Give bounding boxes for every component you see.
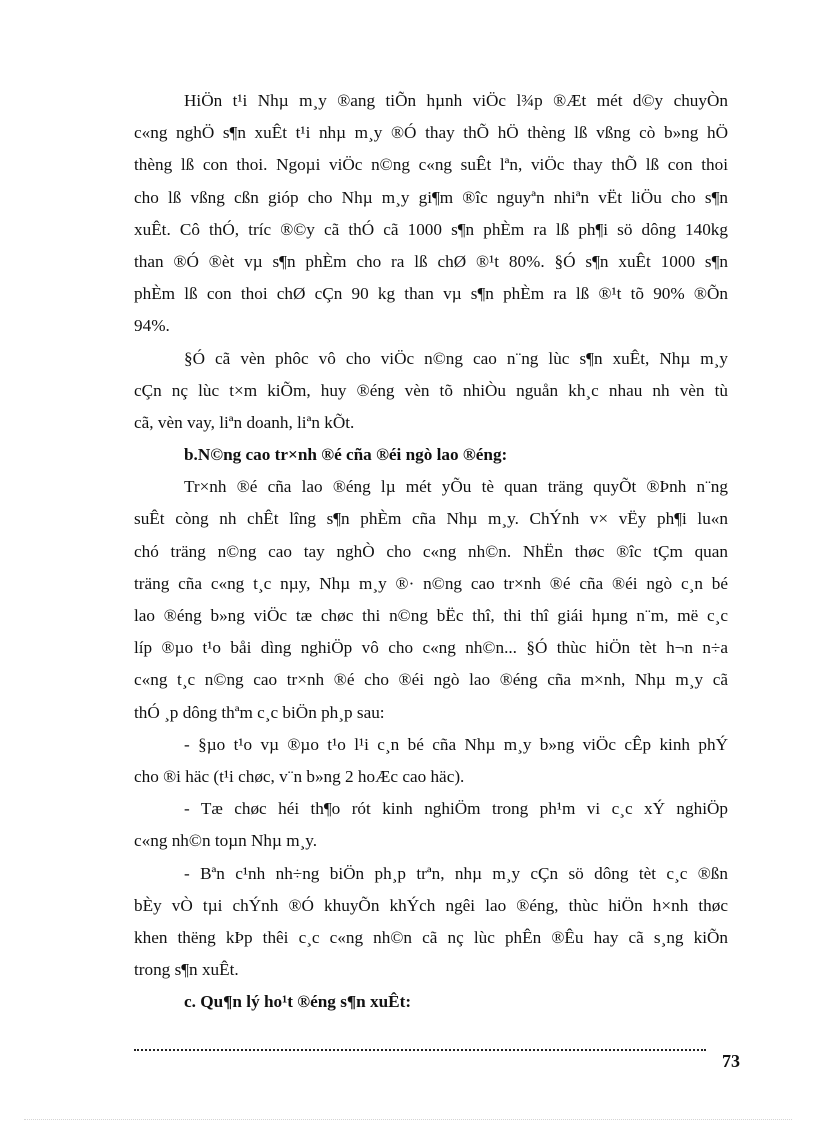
paragraph-line: cho lß vßng cßn gióp cho Nhµ m¸y gi¶m ®îc nguyªn nhiªn vËt liÖu cho s¶n: [134, 187, 728, 207]
list-item: - §µo t¹o vµ ®µo t¹o l¹i c¸n bé cña Nhµ m¸y b»ng viÖc cÊp kinh phÝ: [184, 734, 728, 754]
paragraph-line: cÇn nç lùc t×m kiÕm, huy ®éng vèn tõ nhiÒu nguån kh¸c nhau nh vèn tù: [134, 380, 728, 400]
paragraph-line: §Ó cã vèn phôc vô cho viÖc n©ng cao n¨ng lùc s¶n xuÊt, Nhµ m¸y: [184, 348, 728, 368]
paragraph-line: c«ng t¸c n©ng cao tr×nh ®é cho ®éi ngò lao ®éng cña m×nh, Nhµ m¸y cã: [134, 670, 728, 690]
body-text: [134, 85, 728, 1018]
paragraph-line: chó träng n©ng cao tay nghÒ cho c«ng nh©n. NhËn thøc ®îc tÇm quan: [134, 541, 728, 561]
paragraph-line: khen thëng kÞp thêi c¸c c«ng nh©n cã nç lùc phÊn ®Êu hay cã s¸ng kiÕn: [134, 927, 728, 947]
paragraph-line: 94%.: [134, 316, 170, 336]
list-item: - Bªn c¹nh nh÷ng biÖn ph¸p trªn, nhµ m¸y cÇn sö dông tèt c¸c ®ßn: [184, 863, 728, 883]
paragraph-line: phÈm lß con thoi chØ cÇn 90 kg than vµ s¶n phÈm ra lß ®¹t tõ 90% ®Õn: [134, 284, 728, 304]
paragraph-line: träng cña c«ng t¸c nµy, Nhµ m¸y ®· n©ng cao tr×nh ®é cña ®éi ngò c¸n bé: [134, 573, 728, 593]
paragraph-line: c«ng nh©n toµn Nhµ m¸y.: [134, 831, 318, 851]
page-number: 73: [722, 1051, 740, 1071]
paragraph-line: líp ®µo t¹o båi dìng nghiÖp vô cho c«ng nh©n... §Ó thùc hiÖn tèt h¬n n÷a: [134, 638, 728, 658]
paragraph-line: cho ®i häc (t¹i chøc, v¨n b»ng 2 hoÆc cao häc).: [134, 766, 465, 786]
paragraph-line: thèng lß con thoi. Ngoµi viÖc n©ng c«ng suÊt lªn, viÖc thay thÕ lß con thoi: [134, 155, 728, 175]
section-heading: c. Qu¶n lý ho¹t ®éng s¶n xuÊt:: [184, 992, 412, 1012]
paragraph-line: Tr×nh ®é cña lao ®éng lµ mét yÕu tè quan träng quyÕt ®Þnh n¨ng: [184, 477, 728, 497]
section-heading: b.N©ng cao tr×nh ®é cña ®éi ngò lao ®éng:: [184, 445, 508, 465]
paragraph-line: trong s¶n xuÊt.: [134, 960, 239, 980]
page-bottom-border: [24, 1119, 792, 1120]
paragraph-line: bÈy vÒ tµi chÝnh ®Ó khuyÕn khÝch ngêi lao ®éng, thùc hiÖn h×nh thøc: [134, 895, 728, 915]
paragraph-line: thÓ ¸p dông thªm c¸c biÖn ph¸p sau:: [134, 702, 385, 722]
list-item: - Tæ chøc héi th¶o rót kinh nghiÖm trong ph¹m vi c¸c xÝ nghiÖp: [184, 799, 728, 819]
paragraph-line: lao ®éng b»ng viÖc tæ chøc thi n©ng bËc thî, thi thî giái hµng n¨m, më c¸c: [134, 606, 728, 625]
paragraph-line: c«ng nghÖ s¶n xuÊt t¹i nhµ m¸y ®Ó thay thÕ hÖ thèng lß vßng cò b»ng hÖ: [134, 123, 728, 143]
paragraph-line: xuÊt. Cô thÓ, tríc ®©y cã thÓ cã 1000 s¶n phÈm ra lß ph¶i sö dông 140kg: [134, 219, 728, 239]
footer-divider: [134, 1049, 706, 1051]
paragraph-line: suÊt còng nh chÊt lîng s¶n phÈm cña Nhµ m¸y. ChÝnh v× vËy ph¶i lu«n: [134, 509, 728, 529]
paragraph-line: cã, vèn vay, liªn doanh, liªn kÕt.: [134, 412, 355, 432]
paragraph-line: than ®Ó ®èt vµ s¶n phÈm cho ra lß chØ ®¹t 80%. §Ó s¶n xuÊt 1000 s¶n: [134, 251, 728, 271]
paragraph-line: HiÖn t¹i Nhµ m¸y ®ang tiÕn hµnh viÖc l¾p ®Æt mét d©y chuyÒn: [184, 91, 728, 110]
